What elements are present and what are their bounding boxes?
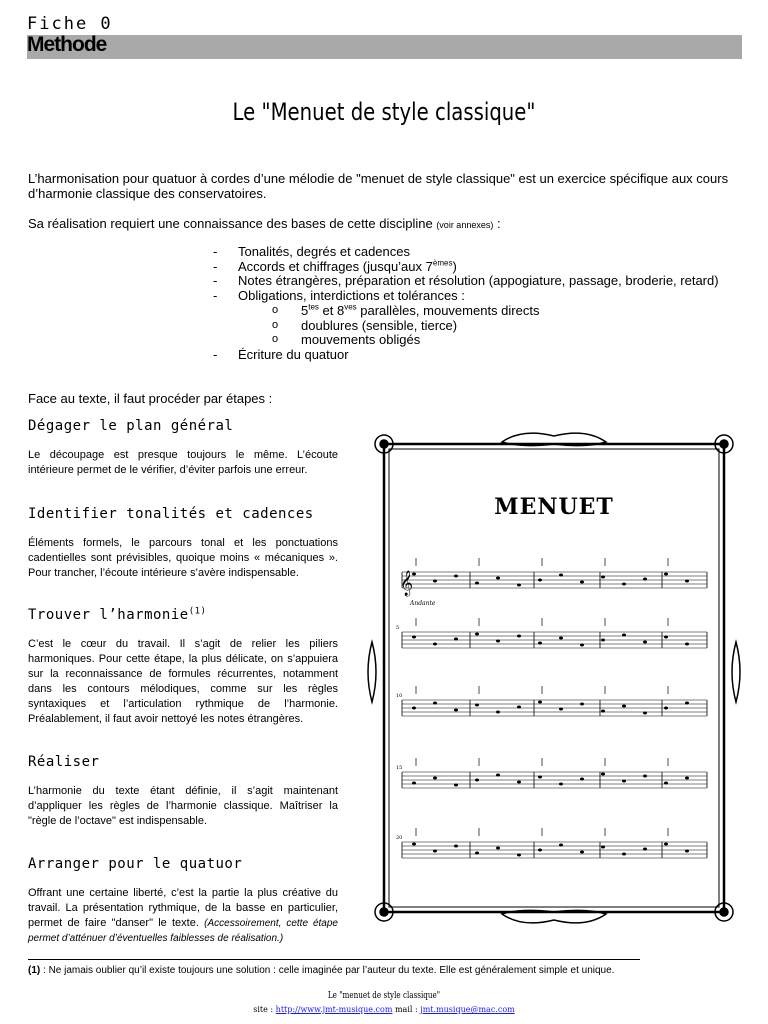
text: 5: [301, 303, 309, 318]
note-head: [685, 777, 689, 780]
note-head: [517, 854, 521, 857]
circle-bullet: o: [272, 304, 279, 316]
note-head: [454, 845, 458, 848]
note-head: [517, 706, 521, 709]
steps-intro: Face au texte, il faut procéder par étapes :: [28, 391, 273, 406]
note-head: [538, 642, 542, 645]
note-head: [538, 701, 542, 704]
tempo-marking: Andante: [410, 600, 436, 607]
mail-label: mail :: [394, 1005, 418, 1014]
dash-bullet: -: [213, 259, 218, 274]
note-head: [559, 783, 563, 786]
text: et 8: [318, 303, 345, 318]
step-heading: Arranger pour le quatuor: [28, 856, 243, 872]
footnote-ref: (1): [188, 606, 207, 617]
note-head: [664, 707, 668, 710]
note-head: [538, 776, 542, 779]
note-head: [559, 574, 563, 577]
menuet-score-image: [362, 422, 746, 934]
note-head: [559, 844, 563, 847]
site-label: site :: [253, 1005, 274, 1014]
note-head: [475, 582, 479, 585]
italic-note: (Accessoirement, cette étape permet d’atténuer d’éventuelles faiblesses de réalisation.): [28, 918, 338, 944]
step-heading: Réaliser: [28, 754, 100, 770]
intro-paragraph-1: L’harmonisation pour quatuor à cordes d’une mélodie de "menuet de style classique" est un exercice spécifique aux cours d’harmonie classique des conservatoires.: [28, 171, 729, 201]
note-head: [580, 581, 584, 584]
circle-bullet: o: [272, 333, 279, 345]
note-head: [601, 576, 605, 579]
list-item-text: ): [452, 259, 457, 274]
intro-paragraph-2: [28, 216, 501, 233]
footnote-divider: [28, 959, 640, 960]
note-head: [685, 643, 689, 646]
note-head: [412, 782, 416, 785]
note-head: [643, 775, 647, 778]
note-head: [517, 635, 521, 638]
note-head: [685, 850, 689, 853]
intro-p2-text: Sa réalisation requiert une connaissance des bases de cette discipline: [28, 216, 437, 231]
note-head: [559, 708, 563, 711]
note-head: [538, 849, 542, 852]
note-head: [664, 782, 668, 785]
note-head: [664, 573, 668, 576]
list-item: Tonalités, degrés et cadences: [238, 244, 410, 259]
note-head: [496, 640, 500, 643]
note-head: [664, 843, 668, 846]
text: Offrant une certaine liberté, c’est la partie la plus créative du travail. La présentation rythmique, de la basse en particulier, permet de faire "danser" le texte.: [28, 887, 338, 929]
superscript: tes: [308, 302, 319, 312]
note-head: [601, 639, 605, 642]
note-head: [475, 633, 479, 636]
note-head: [496, 774, 500, 777]
superscript: èmes: [432, 258, 453, 268]
footer-links: [0, 1005, 768, 1014]
measure-number: 10: [396, 693, 403, 699]
note-head: [622, 853, 626, 856]
mail-link[interactable]: jmt.musique@mac.com: [420, 1005, 515, 1014]
note-head: [580, 778, 584, 781]
footnote: [28, 965, 614, 976]
note-head: [580, 851, 584, 854]
note-head: [538, 579, 542, 582]
note-head: [622, 705, 626, 708]
note-head: [601, 846, 605, 849]
footnote-text: : Ne jamais oublier qu’il existe toujours une solution : celle imaginée par l’auteur du texte. Elle est généralement simple et unique.: [40, 965, 615, 976]
step-text: Le découpage est presque toujours le même. L’écoute intérieure permet de le vérifier, d’éviter parfois une erreur.: [28, 449, 338, 476]
footnote-mark: (1): [28, 965, 41, 976]
superscript: ves: [344, 302, 357, 312]
note-head: [433, 850, 437, 853]
note-head: [454, 638, 458, 641]
note-head: [475, 704, 479, 707]
site-link[interactable]: http://www.jmt-musique.com: [275, 1005, 393, 1014]
intro-p2-annexes: (voir annexes): [436, 220, 494, 230]
step-text: C’est le cœur du travail. Il s’agit de relier les piliers harmoniques. Pour cette étape, la plus délicate, on s’appuiera sur la reconnaissance de formules récurrentes, notamment dans les contours mélodiques, comme sur les règles syntaxiques et l’articulation rythmique de l’harmonie. Préalablement, il faut avoir nettoyé les notes étrangères.: [28, 638, 338, 725]
text: parallèles, mouvements directs: [356, 303, 540, 318]
dash-bullet: -: [213, 347, 218, 362]
fiche-number: Fiche 0: [27, 14, 113, 34]
note-head: [643, 578, 647, 581]
list-item: Obligations, interdictions et tolérances :: [238, 288, 465, 303]
step-text: [28, 886, 338, 946]
note-head: [496, 711, 500, 714]
note-head: [454, 709, 458, 712]
note-head: [643, 848, 647, 851]
page-title: Le "Menuet de style classique": [232, 98, 536, 126]
step-text: L’harmonie du texte étant définie, il s’agit maintenant d’appliquer les règles de l’harmonie classique. Maîtriser la "règle de l’octave" est indispensable.: [28, 785, 338, 827]
note-head: [412, 843, 416, 846]
note-head: [517, 584, 521, 587]
note-head: [601, 710, 605, 713]
clef-icon: 𝄞: [400, 570, 414, 595]
note-head: [412, 707, 416, 710]
note-head: [601, 773, 605, 776]
list-item: [238, 259, 457, 274]
note-head: [580, 644, 584, 647]
note-head: [433, 777, 437, 780]
dash-bullet: -: [213, 273, 218, 288]
step-heading: Dégager le plan général: [28, 418, 234, 434]
section-band: [27, 35, 742, 59]
note-head: [622, 780, 626, 783]
dash-bullet: -: [213, 244, 218, 259]
footer-title: Le "menuet de style classique": [327, 991, 441, 1001]
note-head: [622, 583, 626, 586]
note-head: [580, 703, 584, 706]
note-head: [559, 637, 563, 640]
sub-list-item-text: [301, 303, 539, 318]
note-head: [622, 634, 626, 637]
intro-p2-end: :: [493, 216, 501, 231]
staff-systems: [396, 558, 707, 858]
note-head: [433, 702, 437, 705]
step-heading: Identifier tonalités et cadences: [28, 506, 314, 522]
note-head: [433, 643, 437, 646]
step-text: Éléments formels, le parcours tonal et les ponctuations cadentielles sont prévisibles, quoique moins « mécaniques ». Pour trancher, l’écoute intérieure s’avère indispensable.: [28, 537, 338, 579]
sub-list-item-text: doublures (sensible, tierce): [301, 318, 458, 333]
step-heading: [28, 607, 206, 623]
note-head: [475, 852, 479, 855]
heading-text: Trouver l’harmonie: [28, 607, 189, 623]
list-item-text: Accords et chiffrages (jusqu’aux 7: [238, 259, 433, 274]
list-item: Notes étrangères, préparation et résolution (appogiature, passage, broderie, retard): [238, 273, 719, 288]
note-head: [454, 575, 458, 578]
note-head: [685, 702, 689, 705]
measure-number: 5: [396, 625, 400, 631]
list-item: Écriture du quatuor: [238, 347, 349, 362]
sub-list-item-text: mouvements obligés: [301, 332, 421, 347]
note-head: [496, 577, 500, 580]
note-head: [496, 847, 500, 850]
note-head: [664, 636, 668, 639]
note-head: [643, 712, 647, 715]
measure-number: 15: [396, 765, 403, 771]
dash-bullet: -: [213, 288, 218, 303]
note-head: [643, 641, 647, 644]
circle-bullet: o: [272, 319, 279, 331]
note-head: [475, 779, 479, 782]
measure-number: 20: [396, 835, 403, 841]
note-head: [517, 781, 521, 784]
section-title: Methode: [27, 33, 107, 56]
note-head: [454, 784, 458, 787]
note-head: [433, 580, 437, 583]
score-title: MENUET: [494, 494, 614, 520]
note-head: [412, 636, 416, 639]
note-head: [685, 580, 689, 583]
